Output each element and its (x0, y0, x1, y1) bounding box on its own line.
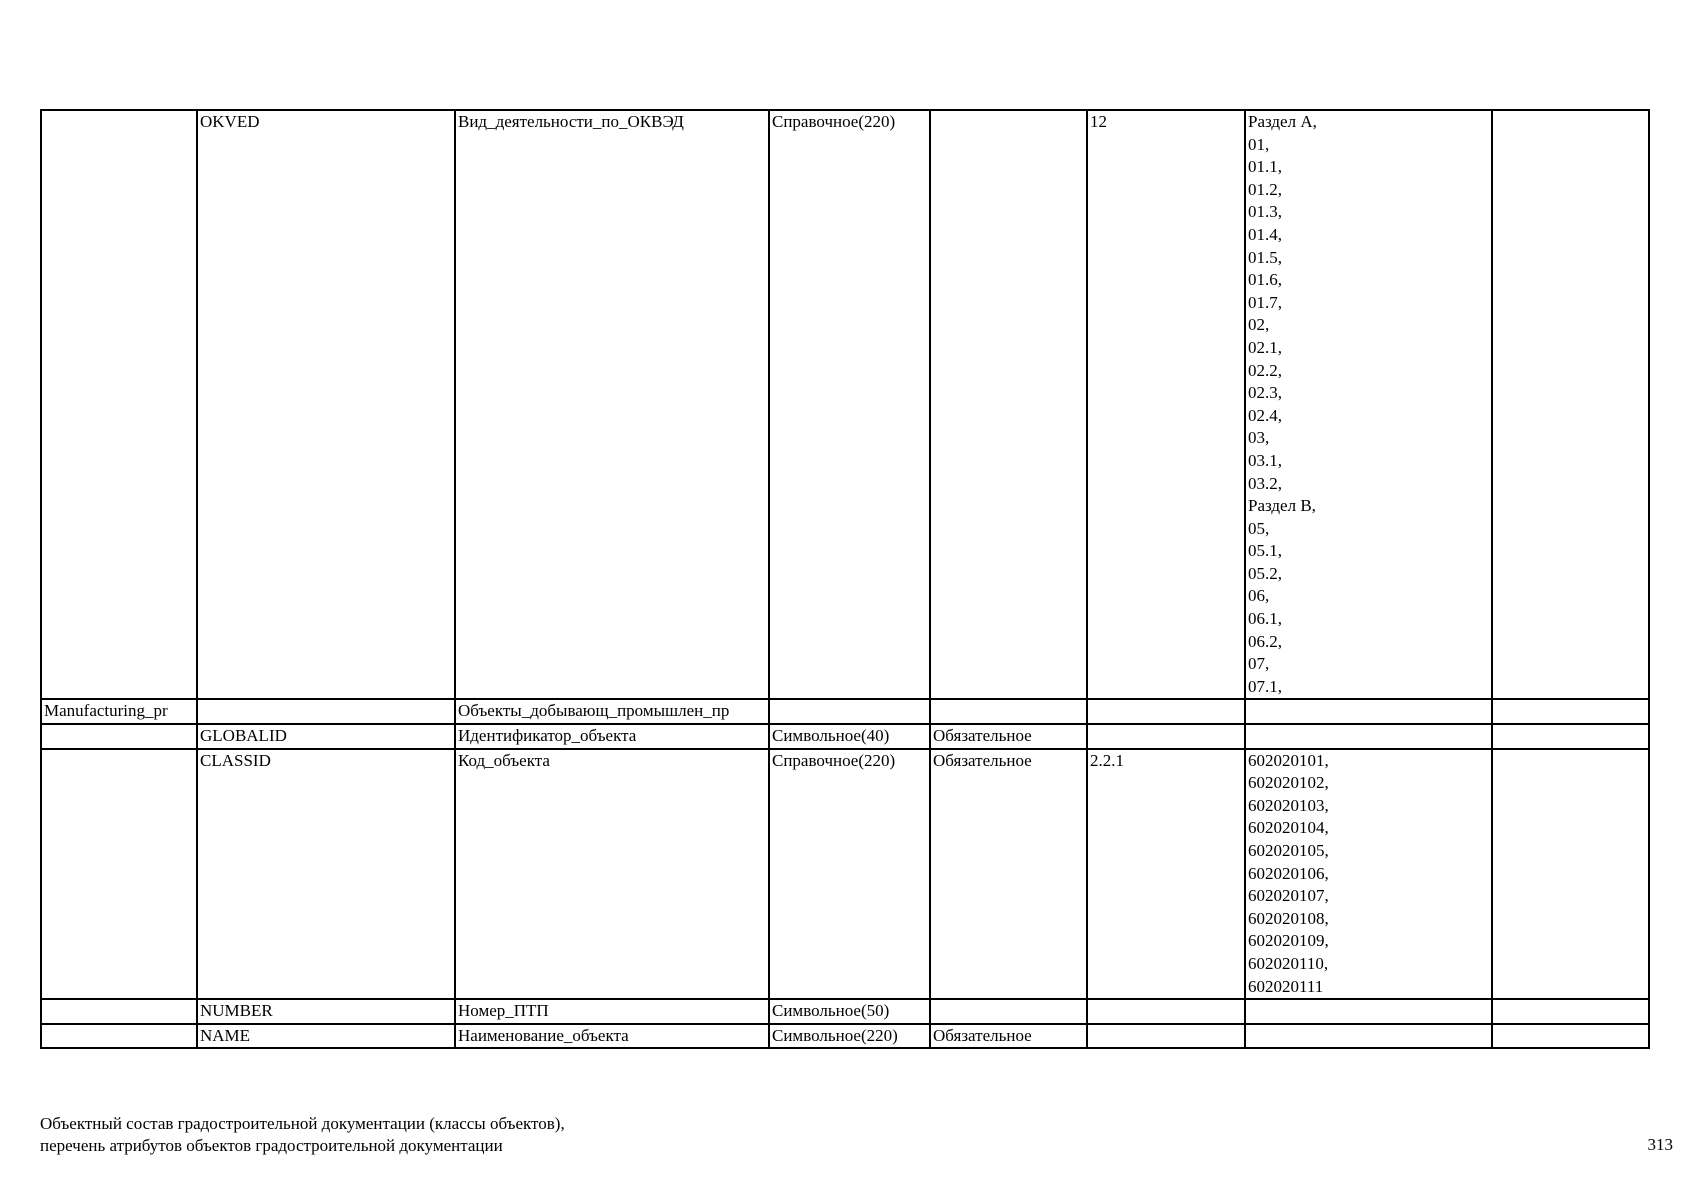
note-text (1495, 1025, 1646, 1048)
name-text: Код_объекта (458, 750, 550, 770)
class-text (44, 1000, 194, 1023)
required-text: Обязательное (933, 1025, 1032, 1045)
note-text (1495, 750, 1646, 773)
required-text (933, 700, 1084, 723)
value-item: 602020110, (1248, 953, 1329, 973)
value-item: 03.1, (1248, 450, 1282, 470)
cell-type (769, 1024, 930, 1049)
note-text (1495, 1000, 1646, 1023)
required-text (933, 1000, 1084, 1023)
cell-ref (1087, 110, 1245, 699)
cell-type (769, 749, 930, 1000)
type-text: Символьное(220) (772, 1025, 898, 1045)
table-row (41, 749, 1649, 1000)
required-text (933, 111, 1084, 134)
table-row (41, 999, 1649, 1024)
cell-values (1245, 999, 1492, 1024)
value-item: 02.1, (1248, 337, 1282, 357)
required-text: Обязательное (933, 750, 1032, 770)
cell-type (769, 699, 930, 724)
cell-required (930, 749, 1087, 1000)
value-item: 602020104, (1248, 818, 1329, 838)
value-item: 01.7, (1248, 292, 1282, 312)
value-item: 602020107, (1248, 886, 1329, 906)
cell-type (769, 724, 930, 749)
cell-name (455, 749, 769, 1000)
value-item: 602020106, (1248, 863, 1329, 883)
cell-class (41, 1024, 197, 1049)
note-text (1495, 111, 1646, 134)
ref-text (1090, 725, 1242, 748)
value-item: 07, (1248, 654, 1270, 674)
cell-values (1245, 1024, 1492, 1049)
type-text: Символьное(50) (772, 1001, 890, 1021)
note-text (1495, 700, 1646, 723)
value-item: 06, (1248, 586, 1270, 606)
value-item: 03.2, (1248, 473, 1282, 493)
cell-values (1245, 749, 1492, 1000)
value-item: 05.2, (1248, 563, 1282, 583)
cell-ref (1087, 999, 1245, 1024)
attribute-text (200, 700, 452, 723)
value-item: 01.3, (1248, 202, 1282, 222)
type-text: Справочное(220) (772, 112, 896, 131)
cell-name (455, 999, 769, 1024)
cell-ref (1087, 1024, 1245, 1049)
value-item: 02.4, (1248, 405, 1282, 425)
class-text (44, 1025, 194, 1048)
value-item: 602020101, (1248, 750, 1329, 770)
cell-ref (1087, 749, 1245, 1000)
type-text: Символьное(40) (772, 726, 890, 746)
cell-required (930, 699, 1087, 724)
attribute-text: CLASSID (200, 750, 271, 770)
class-text (44, 725, 194, 748)
cell-name (455, 699, 769, 724)
value-item: 602020103, (1248, 795, 1329, 815)
value-item: 602020108, (1248, 908, 1329, 928)
cell-note (1492, 749, 1649, 1000)
attributes-table (40, 109, 1650, 1049)
attribute-text: GLOBALID (200, 726, 287, 746)
cell-class (41, 110, 197, 699)
value-item: 01.6, (1248, 270, 1282, 290)
name-text: Вид_деятельности_по_ОКВЭД (458, 112, 684, 131)
table-row (41, 1024, 1649, 1049)
note-text (1495, 725, 1646, 748)
cell-name (455, 1024, 769, 1049)
cell-required (930, 1024, 1087, 1049)
cell-required (930, 724, 1087, 749)
class-text: Manufacturing_pr (44, 701, 168, 721)
required-text: Обязательное (933, 726, 1032, 746)
name-text: Объекты_добывающ_промышлен_пр (458, 701, 730, 721)
ref-text (1090, 700, 1242, 723)
cell-attribute (197, 110, 455, 699)
name-text: Идентификатор_объекта (458, 726, 637, 746)
table-row (41, 724, 1649, 749)
cell-note (1492, 724, 1649, 749)
cell-attribute (197, 999, 455, 1024)
cell-name (455, 110, 769, 699)
class-text (44, 111, 194, 134)
name-text: Наименование_объекта (458, 1025, 629, 1045)
value-item: 01.4, (1248, 224, 1282, 244)
cell-attribute (197, 724, 455, 749)
value-item: 05.1, (1248, 541, 1282, 561)
value-item: 01.1, (1248, 157, 1282, 177)
value-item: 05, (1248, 518, 1270, 538)
cell-name (455, 724, 769, 749)
cell-note (1492, 1024, 1649, 1049)
page-number: 313 (1647, 1135, 1673, 1154)
name-text: Номер_ПТП (458, 1001, 549, 1021)
type-text (772, 700, 927, 723)
value-item: 602020111 (1248, 976, 1324, 996)
value-item: 01.5, (1248, 247, 1282, 267)
table-row (41, 110, 1649, 699)
value-item: Раздел А, (1248, 112, 1317, 131)
cell-note (1492, 999, 1649, 1024)
cell-attribute (197, 699, 455, 724)
value-item: 01, (1248, 134, 1270, 154)
cell-ref (1087, 724, 1245, 749)
cell-required (930, 110, 1087, 699)
value-item: 02.3, (1248, 383, 1282, 403)
footer-line-2: перечень атрибутов объектов градостроительной документации (40, 1136, 503, 1155)
cell-values (1245, 724, 1492, 749)
value-item: 02, (1248, 315, 1270, 335)
value-item: 03, (1248, 428, 1270, 448)
value-item: 07.1, (1248, 676, 1282, 696)
ref-text (1090, 1000, 1242, 1023)
cell-class (41, 749, 197, 1000)
cell-class (41, 699, 197, 724)
cell-values (1245, 110, 1492, 699)
value-item: 02.2, (1248, 360, 1282, 380)
cell-type (769, 999, 930, 1024)
value-item: 06.2, (1248, 631, 1282, 651)
table-row (41, 699, 1649, 724)
footer-line-1: Объектный состав градостроительной документации (классы объектов), (40, 1114, 565, 1133)
cell-type (769, 110, 930, 699)
attribute-text: OKVED (200, 112, 260, 131)
cell-ref (1087, 699, 1245, 724)
cell-class (41, 999, 197, 1024)
cell-class (41, 724, 197, 749)
cell-required (930, 999, 1087, 1024)
ref-text (1090, 1025, 1242, 1048)
value-item: 602020109, (1248, 931, 1329, 951)
value-item: Раздел B, (1248, 496, 1316, 516)
cell-values (1245, 699, 1492, 724)
value-item: 01.2, (1248, 179, 1282, 199)
cell-attribute (197, 1024, 455, 1049)
class-text (44, 750, 194, 773)
type-text: Справочное(220) (772, 750, 896, 770)
value-item: 602020105, (1248, 841, 1329, 860)
footer-caption (40, 1113, 565, 1157)
value-item: 602020102, (1248, 773, 1329, 793)
table-body (41, 110, 1649, 1048)
cell-note (1492, 110, 1649, 699)
ref-text: 2.2.1 (1090, 750, 1124, 770)
attribute-text: NAME (200, 1025, 251, 1045)
value-item: 06.1, (1248, 609, 1282, 629)
cell-attribute (197, 749, 455, 1000)
ref-text: 12 (1090, 112, 1107, 131)
cell-note (1492, 699, 1649, 724)
attribute-text: NUMBER (200, 1001, 273, 1021)
